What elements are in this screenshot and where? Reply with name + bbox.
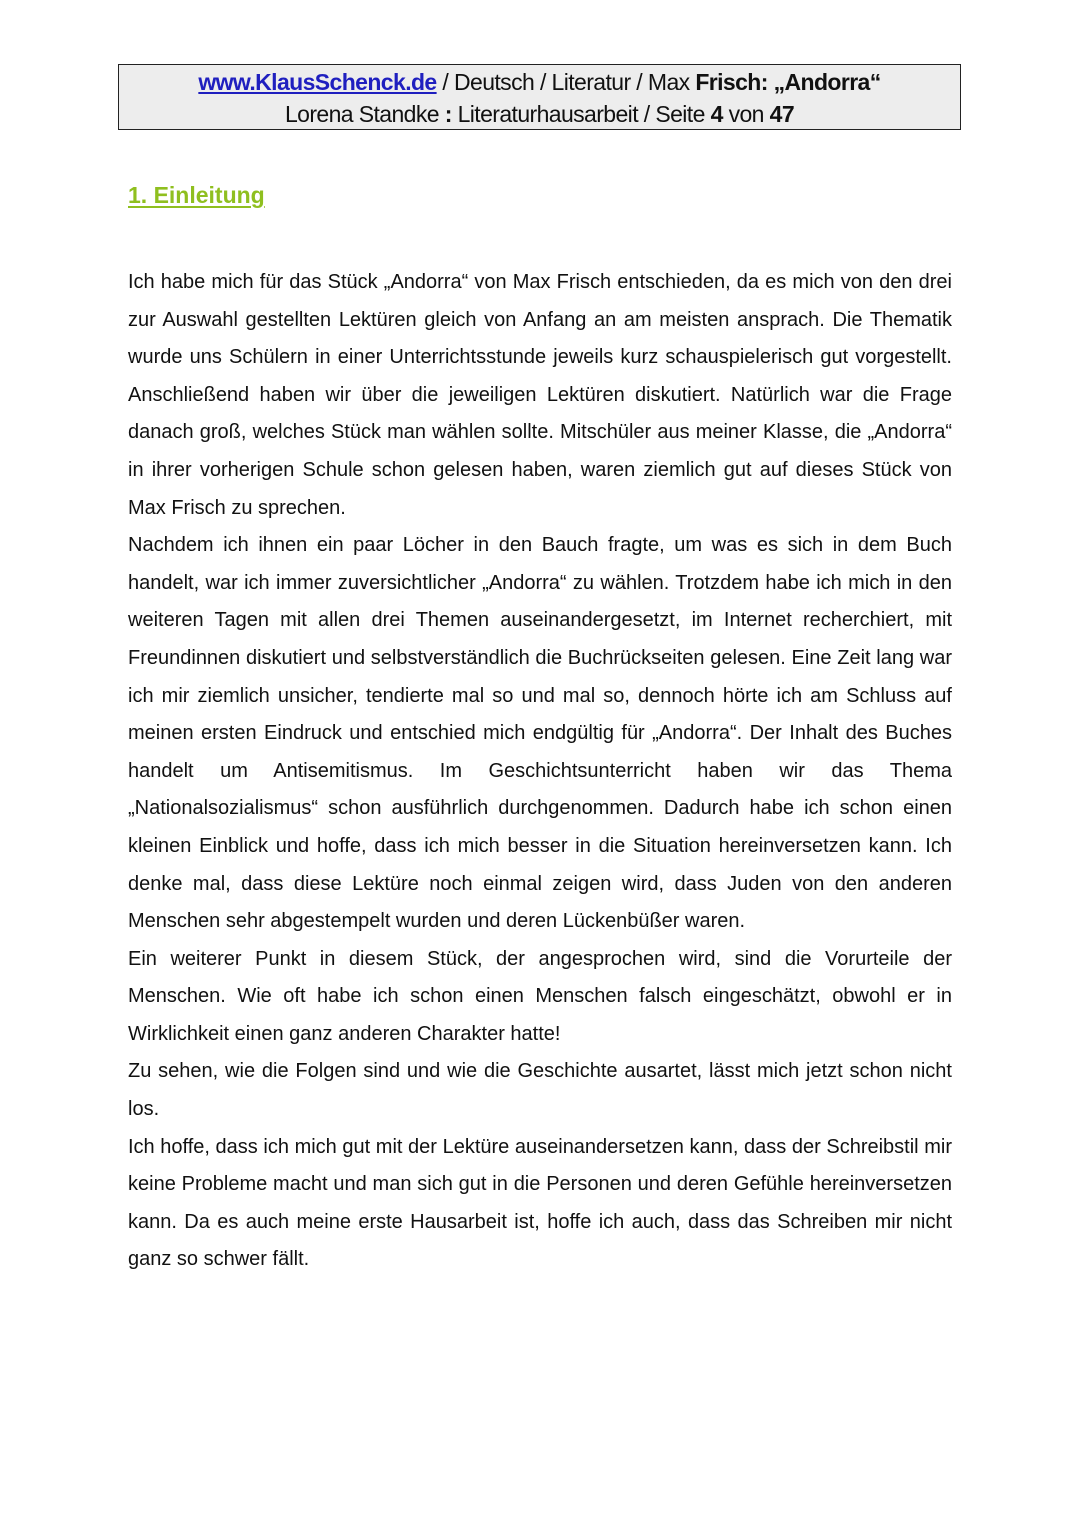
header-line-1 [119, 66, 960, 98]
paragraph: Ein weiterer Punkt in diesem Stück, der angesprochen wird, sind die Vorurteile der Menschen. Wie oft habe ich schon einen Menschen falsch eingeschätzt, obwohl er in Wirklichkeit einen ganz anderen Charakter hatte! [128, 947, 952, 1045]
paragraph: Ich habe mich für das Stück „Andorra“ von Max Frisch entschieden, da es mich von den drei zur Auswahl gestellten Lektüren gleich von Anfang an am meisten ansprach. Die Thematik wurde uns Schülern in einer Unterrichtsstunde jeweils kurz schauspielerisch gut vorgestellt. Anschließend haben wir über die jeweiligen Lektüren diskutiert. Natürlich war die Frage danach groß, welches Stück man wählen sollte. Mitschüler aus meiner Klasse, die „Andorra“ in ihrer vorherigen Schule schon gelesen haben, waren ziemlich gut auf dieses Stück von Max Frisch zu sprechen. [128, 271, 952, 519]
header-path: / Deutsch / Literatur / Max [436, 69, 696, 95]
header-doc-type: Literaturhausarbeit / Seite [451, 101, 711, 127]
paragraph: Zu sehen, wie die Folgen sind und wie die Geschichte ausartet, lässt mich jetzt schon nicht los. [128, 1060, 952, 1121]
header-student-name: Lorena Standke [284, 101, 445, 127]
paragraph: Ich hoffe, dass ich mich gut mit der Lektüre auseinandersetzen kann, dass der Schreibstil mir keine Probleme macht und man sich gut in die Personen und deren Gefühle hereinversetzen kann. Da es auch meine erste Hausarbeit ist, hoffe ich auch, dass das Schreiben mir nicht ganz so schwer fällt. [128, 1135, 952, 1271]
header-line-2 [119, 98, 960, 130]
body-text [128, 264, 952, 1279]
header-page-of: von [722, 101, 770, 127]
header-work-title: Frisch: „Andorra“ [695, 69, 881, 95]
header-page-total: 47 [769, 101, 795, 127]
site-link[interactable]: www.KlausSchenck.de [198, 69, 437, 95]
header-colon: : [444, 101, 452, 127]
page-header [118, 64, 961, 130]
header-page-number: 4 [710, 101, 723, 127]
section-heading: 1. Einleitung [128, 182, 265, 208]
paragraph: Nachdem ich ihnen ein paar Löcher in den Bauch fragte, um was es sich in dem Buch handelt, war ich immer zuversichtlicher „Andorra“ zu wählen. Trotzdem habe ich mich in den weiteren Tagen mit allen drei Themen auseinandergesetzt, im Internet recherchiert, mit Freundinnen diskutiert und selbstverständlich die Buchrückseiten gelesen. Eine Zeit lang war ich mir ziemlich unsicher, tendierte mal so und mal so, dennoch hörte ich am Schluss auf meinen ersten Eindruck und entschied mich endgültig für „Andorra“. Der Inhalt des Buches handelt um Antisemitismus. Im Geschichtsunterricht haben wir das Thema „Nationalsozialismus“ schon ausführlich durchgenommen. Dadurch habe ich schon einen kleinen Einblick und hoffe, dass ich mich besser in die Situation hereinversetzen kann. Ich denke mal, dass diese Lektüre noch einmal zeigen wird, dass Juden von den anderen Menschen sehr abgestempelt wurden und deren Lückenbüßer waren. [128, 534, 952, 933]
